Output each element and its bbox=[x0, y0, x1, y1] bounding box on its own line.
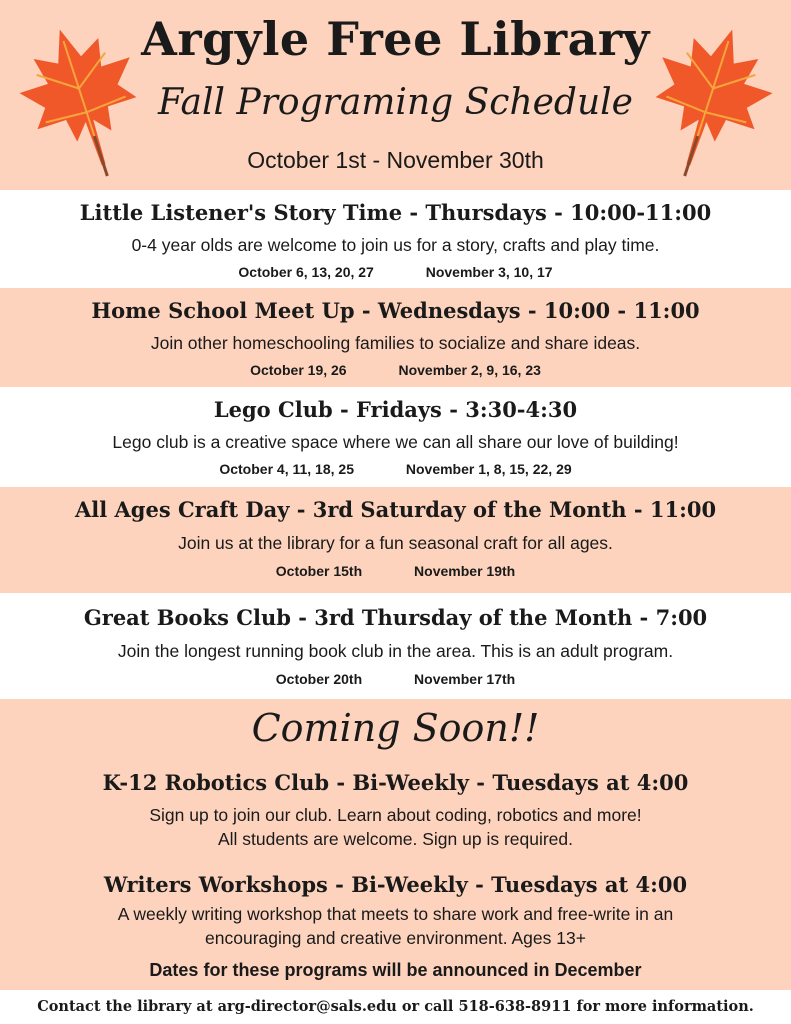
date-range: October 1st - November 30th bbox=[247, 147, 544, 173]
program-title: Lego Club - Fridays - 3:30-4:30 bbox=[213, 397, 578, 422]
program-section bbox=[0, 288, 791, 387]
program-title: All Ages Craft Day - 3rd Saturday of the Month - 11:00 bbox=[74, 497, 717, 522]
program-description: Join the longest running book club in the area. This is an adult program. bbox=[117, 641, 674, 661]
program-title: K-12 Robotics Club - Bi-Weekly - Tuesdays at 4:00 bbox=[102, 770, 689, 795]
program-dates bbox=[0, 561, 791, 581]
coming-soon-heading: Coming Soon!! bbox=[251, 706, 540, 750]
program-dates bbox=[0, 360, 791, 380]
october-dates: October 15th bbox=[275, 563, 363, 579]
program-title: Little Listener's Story Time - Thursdays - 10:00-11:00 bbox=[79, 200, 712, 225]
october-dates: October 19, 26 bbox=[250, 362, 347, 378]
november-dates: November 3, 10, 17 bbox=[425, 264, 553, 280]
program-section bbox=[0, 190, 791, 288]
program-title: Writers Workshops - Bi-Weekly - Tuesdays at 4:00 bbox=[103, 872, 688, 897]
november-dates: November 19th bbox=[414, 563, 516, 579]
october-dates: October 6, 13, 20, 27 bbox=[238, 264, 374, 280]
program-description: A weekly writing workshop that meets to share work and free-write in an bbox=[117, 904, 674, 924]
program-description: Lego club is a creative space where we can all share our love of building! bbox=[112, 432, 679, 452]
program-title: Great Books Club - 3rd Thursday of the Month - 7:00 bbox=[83, 605, 708, 630]
program-dates bbox=[0, 262, 791, 282]
page-title: Argyle Free Library bbox=[141, 12, 650, 66]
program-title: Home School Meet Up - Wednesdays - 10:00 - 11:00 bbox=[91, 298, 700, 323]
november-dates: November 2, 9, 16, 23 bbox=[398, 362, 541, 378]
program-dates bbox=[0, 669, 791, 689]
program-section bbox=[0, 387, 791, 487]
page-subtitle: Fall Programing Schedule bbox=[158, 82, 633, 123]
november-dates: November 1, 8, 15, 22, 29 bbox=[405, 461, 572, 477]
upcoming-program bbox=[0, 770, 791, 851]
program-section bbox=[0, 487, 791, 593]
program-description: 0-4 year olds are welcome to join us for a story, crafts and play time. bbox=[131, 235, 660, 255]
program-description: Sign up to join our club. Learn about coding, robotics and more! bbox=[149, 805, 642, 825]
program-description: Join other homeschooling families to socialize and share ideas. bbox=[150, 333, 641, 353]
program-description: encouraging and creative environment. Ages 13+ bbox=[205, 928, 586, 948]
program-description: All students are welcome. Sign up is required. bbox=[217, 829, 574, 849]
october-dates: October 20th bbox=[275, 671, 363, 687]
october-dates: October 4, 11, 18, 25 bbox=[219, 461, 354, 477]
program-dates bbox=[0, 459, 791, 479]
announcement: Dates for these programs will be announced in December bbox=[149, 960, 642, 980]
november-dates: November 17th bbox=[414, 671, 516, 687]
program-section bbox=[0, 593, 791, 699]
footer-contact: Contact the library at arg-director@sals.edu or call 518-638-8911 for more information. bbox=[37, 998, 754, 1015]
upcoming-program bbox=[0, 872, 791, 950]
program-description: Join us at the library for a fun seasonal craft for all ages. bbox=[178, 533, 613, 553]
